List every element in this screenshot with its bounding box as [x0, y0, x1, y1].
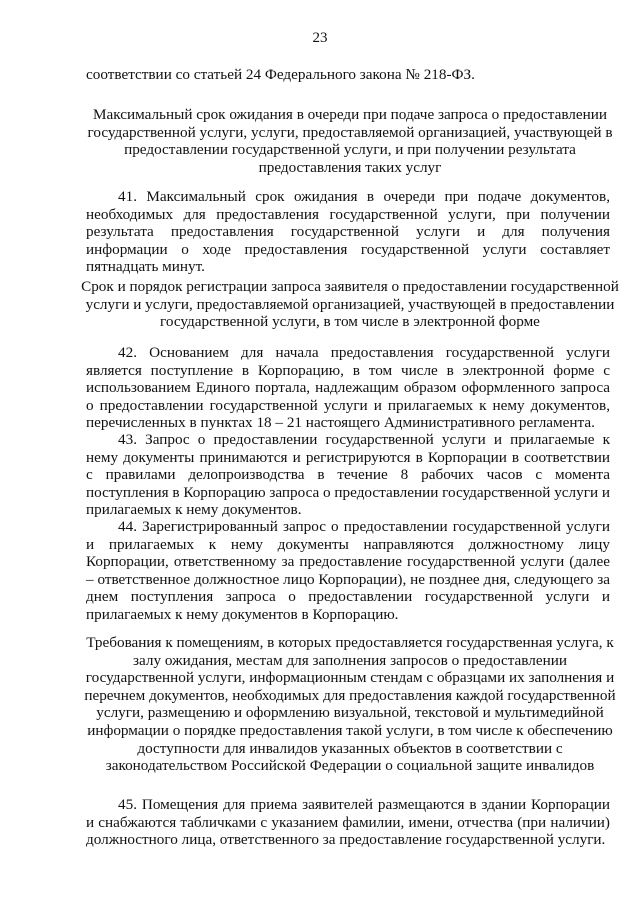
paragraph-44: 44. Зарегистрированный запрос о предоставлении государственной услуги и прилагаемых к нему документы направляются должностному лицу Корпорации, ответственному за предоставление государственной услуги (далее – ответственное должностное лицо Корпорации), не позднее дня, следующего за днем поступления запроса о предоставлении государственной услуги и прилагаемых к нему документов в Корпорацию.	[86, 518, 610, 623]
section-heading-premises: Требования к помещениям, в которых предоставляется государственная услуга, к залу ожидания, местам для заполнения запросов о предоставлении государственной услуги, информационным стендам с образцами их заполнения и перечнем документов, необходимых для предоставления каждой государственной услуги, размещению и оформлению визуальной, текстовой и мультимедийной информации о порядке предоставления такой услуги, в том числе к обеспечению доступности для инвалидов указанных объектов в соответствии с законодательством Российской Федерации о социальной защите инвалидов	[84, 634, 616, 775]
page-number: 23	[312, 30, 328, 46]
section-heading-waiting-time: Максимальный срок ожидания в очереди при подаче запроса о предоставлении государственной услуги, услуги, предоставляемой организацией, участвующей в предоставлении государственной услуги, и при получении результата предоставления таких услуг	[87, 106, 613, 176]
section-heading-registration: Срок и порядок регистрации запроса заявителя о предоставлении государственной услуги и услуги, предоставляемой организацией, участвующей в предоставлении государственной услуги, в том числе в электронной форме	[81, 278, 619, 331]
paragraph-42: 42. Основанием для начала предоставления государственной услуги является поступление в Корпорацию, в том числе в электронной форме с использованием Единого портала, надлежащим образом оформленного запроса о предоставлении государственной услуги и прилагаемых к нему документов, перечисленных в пунктах 18 – 21 настоящего Административного регламента.	[86, 344, 610, 432]
paragraph-41: 41. Максимальный срок ожидания в очереди при подаче документов, необходимых для предоставления государственной услуги, при получении результата предоставления государственной услуги и для получения информации о ходе предоставления государственной услуги составляет пятнадцать минут.	[86, 188, 610, 276]
intro-paragraph: соответствии со статьей 24 Федерального закона № 218-ФЗ.	[86, 66, 475, 83]
paragraph-45: 45. Помещения для приема заявителей размещаются в здании Корпорации и снабжаются табличками с указанием фамилии, имени, отчества (при наличии) должностного лица, ответственного за предоставление государственной услуги.	[86, 796, 610, 849]
paragraph-43: 43. Запрос о предоставлении государственной услуги и прилагаемые к нему документы принимаются и регистрируются в Корпорации в соответствии с правилами делопроизводства в течение 8 рабочих часов с момента поступления в Корпорацию запроса о предоставлении государственной услуги и прилагаемых к нему документов.	[86, 431, 610, 519]
